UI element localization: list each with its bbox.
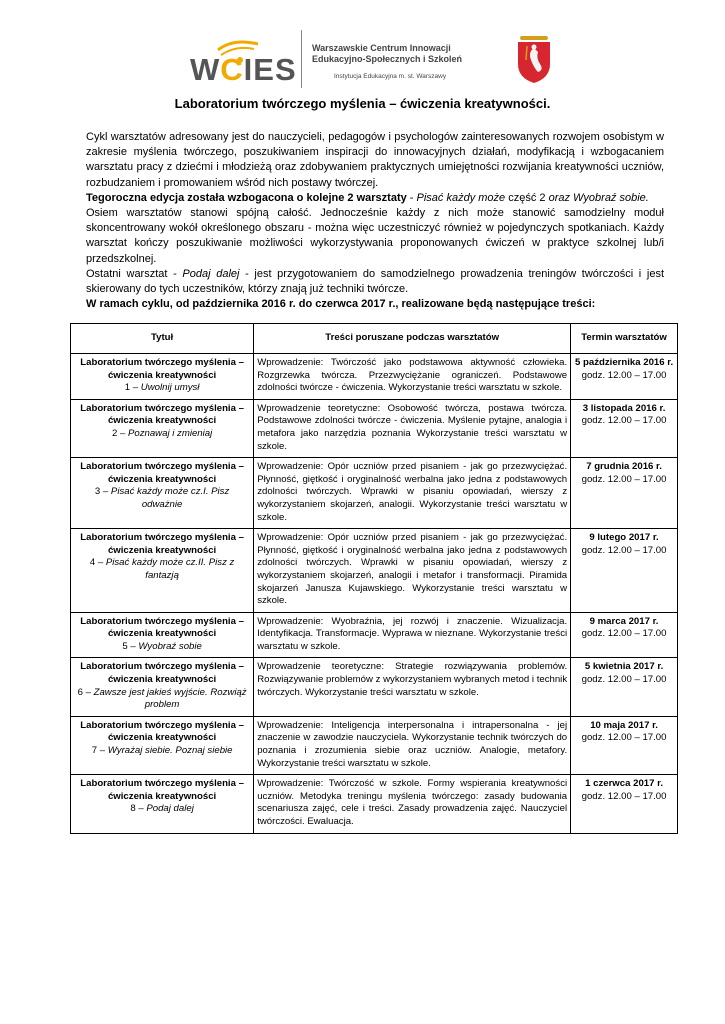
workshop-date: 3 listopada 2016 r.	[582, 402, 666, 414]
workshop-time: godz. 12.00 – 17.00	[581, 415, 667, 427]
page-header	[0, 0, 725, 100]
table-row	[71, 658, 678, 716]
workshop-number: 6 –	[77, 686, 94, 698]
workshop-title-cell	[71, 658, 254, 716]
workshop-title: Laboratorium twórczego myślenia – ćwiczenia kreatywności	[80, 357, 244, 381]
workshop-number: 3 –	[94, 486, 111, 498]
column-header-date: Termin warsztatów	[571, 324, 678, 354]
column-header-content: Treści poruszane podczas warsztatów	[254, 324, 571, 354]
workshop-date-cell	[571, 716, 678, 774]
workshop-time: godz. 12.00 – 17.00	[581, 732, 667, 744]
workshop-content-cell: Wprowadzenie: Opór uczniów przed pisaniem - jak go przezwyciężać. Płynność, giętkość i oryginalność werbalna jako jedna z podstawowych zdolności twórczych. Wprawki w pisaniu opowiadań, wierszy z wykorzystaniem skojarzeń, analogii. Wykorzystanie treści warsztatu w szkole.	[254, 458, 571, 529]
workshop-subtitle: Poznawaj i zmieniaj	[127, 427, 213, 439]
workshop-content-cell: Wprowadzenie: Twórczość w szkole. Formy wspierania kreatywności uczniów. Metodyka treningu myślenia twórczego: zasady budowania scenariusza zajęć, cele i treści. Zasady prowadzenia zajęć. Nauczyciel twórczości. Ewaluacja.	[254, 775, 571, 833]
workshop-date: 10 maja 2017 r.	[590, 719, 658, 731]
workshop-date: 5 kwietnia 2017 r.	[584, 661, 664, 673]
workshop-number: 4 –	[89, 557, 106, 569]
workshop-number: 1 –	[124, 382, 141, 394]
intro-paragraph-1: Cykl warsztatów adresowany jest do nauczycieli, pedagogów i psychologów zainteresowanych rozwojem osobistym w zakresie myślenia twórczego, poszukiwaniem inspiracji do innowacyjnych działań, modyfikacją i wzbogacaniem warsztatu pracy z dziećmi i młodzieżą oraz zdobywaniem praktycznych umiejętności rozwijania kreatywności uczniów, rozbudzaniem i promowaniem wśród nich postawy twórczej.	[86, 131, 664, 189]
workshop-time: godz. 12.00 – 17.00	[581, 674, 667, 686]
workshop-subtitle: Pisać każdy może cz.I. Pisz odważnie	[110, 486, 230, 510]
warsaw-crest-icon	[514, 34, 554, 84]
workshop-number: 2 –	[111, 427, 128, 439]
workshop-date-cell	[571, 658, 678, 716]
workshop-time: godz. 12.00 – 17.00	[581, 790, 667, 802]
intro-paragraph-4: Ostatni warsztat - Podaj dalej - jest przygotowaniem do samodzielnego prowadzenia treningów twórczości i jest skierowany do tych uczestników, którzy znają już techniki twórcze.	[86, 267, 665, 296]
workshop-subtitle: Wyrażaj siebie. Poznaj siebie	[107, 745, 233, 757]
workshop-title-cell	[71, 399, 254, 457]
workshop-title-cell	[71, 354, 254, 400]
workshop-date-cell	[571, 775, 678, 833]
intro-paragraph-5: W ramach cyklu, od października 2016 r. do czerwca 2017 r., realizowane będą następujące treści:	[86, 298, 596, 311]
workshop-date-cell	[571, 354, 678, 400]
workshop-title: Laboratorium twórczego myślenia – ćwiczenia kreatywności	[80, 532, 244, 556]
wcies-logo: WCIES	[190, 52, 297, 87]
workshop-date: 7 grudnia 2016 r.	[586, 461, 662, 473]
workshop-content-cell: Wprowadzenie teoretyczne: Osobowość twórcza, postawa twórcza. Podstawowe zdolności twórcze - ćwiczenia. Myślenie pytajne, analogia i metafora jako narzędzia poznania Wykorzystanie treści warsztatu w szkole.	[254, 399, 571, 457]
workshop-time: godz. 12.00 – 17.00	[581, 369, 667, 381]
workshop-date: 5 października 2016 r.	[575, 357, 674, 368]
workshop-date-cell	[571, 399, 678, 457]
workshop-schedule-table	[70, 323, 678, 834]
workshop-subtitle: Uwolnij umysł	[140, 382, 200, 394]
table-row	[71, 354, 678, 400]
table-row	[71, 399, 678, 457]
workshop-date: 1 czerwca 2017 r.	[585, 778, 663, 790]
workshop-title-cell	[71, 529, 254, 613]
intro-paragraph-3: Osiem warsztatów stanowi spójną całość. Jednocześnie każdy z nich może stanowić samodzielny moduł skoncentrowany wokół określonego obszaru - można więc uczestniczyć również w pojedynczych spotkaniach. Każdy warsztat kończy poszukiwanie możliwości wykorzystywania proponowanych ćwiczeń w praktyce szkolnej lub/i przedszkolnej.	[86, 207, 664, 265]
workshop-title-cell	[71, 612, 254, 658]
table-row	[71, 716, 678, 774]
workshop-title: Laboratorium twórczego myślenia – ćwiczenia kreatywności	[80, 661, 244, 686]
table-row	[71, 529, 678, 613]
workshop-title: Laboratorium twórczego myślenia – ćwiczenia kreatywności	[80, 778, 244, 802]
page-title: Laboratorium twórczego myślenia – ćwiczenia kreatywności.	[174, 96, 551, 111]
workshop-date: 9 marca 2017 r.	[589, 615, 659, 627]
workshop-time: godz. 12.00 – 17.00	[581, 628, 667, 640]
table-row	[71, 775, 678, 833]
workshop-content-cell: Wprowadzenie: Inteligencja interpersonalna i intrapersonalna - jej znaczenie w zawodzie nauczyciela. Wykorzystanie technik twórczych do poznania i zrozumienia siebie oraz uczniów. Analogie, metafory. Wykorzystanie treści warsztatu w szkole.	[254, 716, 571, 774]
workshop-title: Laboratorium twórczego myślenia – ćwiczenia kreatywności	[80, 719, 244, 744]
workshop-number: 5 –	[122, 640, 139, 652]
workshop-title: Laboratorium twórczego myślenia – ćwiczenia kreatywności	[80, 615, 244, 640]
workshop-title: Laboratorium twórczego myślenia – ćwiczenia kreatywności	[80, 461, 244, 485]
workshop-content-cell: Wprowadzenie teoretyczne: Strategie rozwiązywania problemów. Rozwiązywanie problemów z wykorzystaniem wybranych metod i technik twórczych. Wykorzystanie treści warsztatu w szkole.	[254, 658, 571, 716]
workshop-title-cell	[71, 775, 254, 833]
workshop-content-cell: Wprowadzenie: Opór uczniów przed pisaniem - jak go przezwyciężać. Płynność, giętkość i oryginalność werbalna jako jedna z podstawowych zdolności twórczych. Wprawki w pisaniu opowiadań, wierszy z wykorzystaniem skojarzeń, analogii i metafor i transformacji. Piramida skojarzeń Janusza Kujawskiego. Wykorzystanie treści warsztatu w szkole.	[254, 529, 571, 613]
table-row	[71, 458, 678, 529]
workshop-date-cell	[571, 458, 678, 529]
workshop-subtitle: Pisać każdy może cz.II. Pisz z fantazją	[105, 557, 235, 581]
workshop-title: Laboratorium twórczego myślenia – ćwiczenia kreatywności	[80, 402, 244, 427]
workshop-date-cell	[571, 612, 678, 658]
intro-text	[86, 130, 664, 312]
institution-subtitle: Instytucja Edukacyjna m. st. Warszawy	[334, 73, 447, 80]
header-divider	[301, 30, 302, 88]
column-header-title: Tytuł	[71, 324, 254, 354]
workshop-content-cell: Wprowadzenie: Twórczość jako podstawowa aktywność człowieka. Rozgrzewka twórcza. Przezwyciężanie ograniczeń. Podstawowe zdolności twórcze - ćwiczenia. Wykorzystanie treści warsztatu w szkole.	[254, 354, 571, 400]
workshop-date-cell	[571, 529, 678, 613]
workshop-subtitle: Wyobraź sobie	[138, 640, 202, 652]
table-header-row	[71, 324, 678, 354]
intro-paragraph-2: Tegoroczna edycja została wzbogacona o kolejne 2 warsztaty - Pisać każdy może część 2 oraz Wyobraź sobie.	[86, 191, 649, 204]
workshop-content-cell: Wprowadzenie: Wyobraźnia, jej rozwój i znaczenie. Wizualizacja. Identyfikacja. Transformacje. Wyprawa w nieznane. Wykorzystanie treści warsztatu w szkole.	[254, 612, 571, 658]
workshop-date: 9 lutego 2017 r.	[589, 532, 659, 544]
table-row	[71, 612, 678, 658]
institution-name: Warszawskie Centrum Innowacji Edukacyjno-Społecznych i Szkoleń	[312, 43, 463, 64]
workshop-number: 7 –	[91, 745, 108, 757]
workshop-number: 8 –	[130, 803, 147, 815]
workshop-title-cell	[71, 716, 254, 774]
workshop-time: godz. 12.00 – 17.00	[581, 473, 667, 485]
workshop-time: godz. 12.00 – 17.00	[581, 544, 667, 556]
workshop-title-cell	[71, 458, 254, 529]
workshop-subtitle: Podaj dalej	[146, 803, 194, 815]
workshop-subtitle: Zawsze jest jakieś wyjście. Rozwiąż problem	[93, 686, 247, 711]
